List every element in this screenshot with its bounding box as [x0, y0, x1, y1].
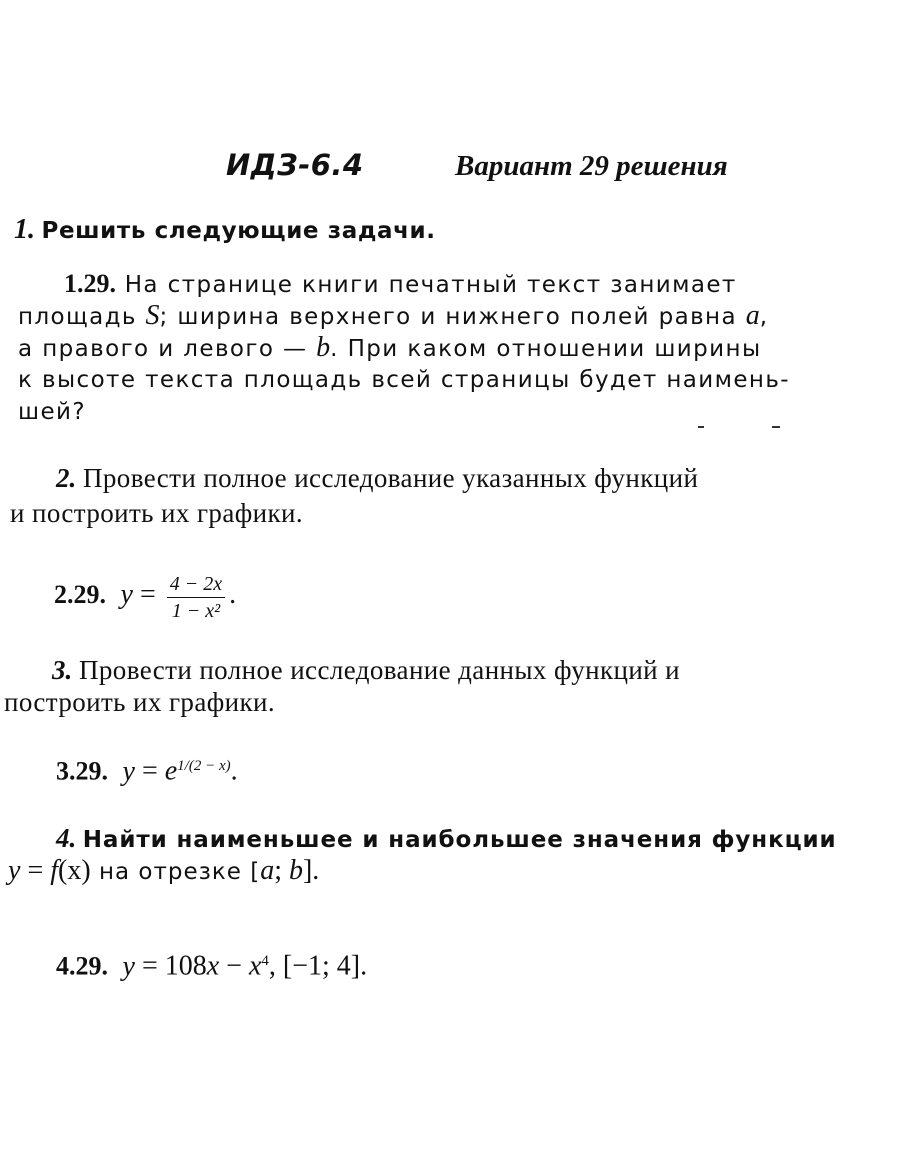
- problem1-text-line3a: а правого и левого —: [18, 336, 317, 362]
- problem1-text-line1: На странице книги печатный текст занимает: [124, 272, 737, 298]
- task4-number: 4.: [56, 823, 77, 853]
- problem1-line1: [64, 268, 737, 301]
- task4-f: f: [50, 855, 59, 886]
- task4-a: a: [260, 855, 275, 886]
- formula-coef: = 108: [134, 950, 207, 982]
- problem1-number: 1.29.: [64, 269, 116, 298]
- problem4-formula: [56, 942, 367, 986]
- problem1-line4: к высоте текста площадь всей страницы будет наимень-: [18, 367, 791, 393]
- task2-number: 2.: [56, 463, 77, 493]
- formula-minus: −: [219, 950, 249, 982]
- scan-artifact-mark: [772, 426, 780, 428]
- task4-semicolon: ;: [274, 855, 289, 886]
- formula-power: 4: [261, 953, 269, 969]
- task3-line2: построить их графики.: [4, 687, 275, 717]
- problem1-line3: [18, 332, 762, 365]
- task4-x: (x): [58, 855, 91, 886]
- var-a: a: [745, 300, 760, 331]
- problem1-line2: [18, 300, 768, 333]
- task4-bracket-close: ].: [302, 855, 320, 886]
- task3-line1: [52, 654, 680, 686]
- task4-interval-text: на отрезке [: [90, 859, 261, 885]
- task3-number: 3.: [52, 655, 73, 685]
- formula-y: y: [122, 950, 135, 982]
- task4-equals: =: [20, 855, 51, 886]
- task2-line2: и построить их графики.: [10, 498, 303, 528]
- formula-base-e: e: [164, 755, 178, 787]
- task1-text: Решить следующие задачи.: [41, 218, 436, 244]
- formula-x: x: [206, 950, 220, 982]
- problem3-formula: [56, 748, 238, 790]
- formula-interval: , [−1; 4].: [268, 950, 368, 982]
- problem1-text-line3b: . При каком отношении ширины: [330, 336, 762, 362]
- problem1-text-line2a: площадь: [18, 304, 146, 330]
- assignment-title: ИДЗ-6.4: [226, 148, 364, 182]
- formula-x: x: [248, 950, 262, 982]
- problem3-number: 3.29.: [56, 756, 108, 786]
- task4-b: b: [288, 855, 303, 886]
- problem1-line5: шей?: [18, 399, 86, 425]
- variant-label: Вариант 29 решения: [455, 150, 728, 182]
- task4-y: y: [8, 855, 21, 886]
- formula-exponent: 1/(2 − x): [177, 758, 231, 774]
- task1-number: 1.: [14, 214, 35, 245]
- formula-equals: =: [132, 579, 163, 610]
- scan-artifact-mark: [698, 426, 704, 428]
- task3-text-line1: Провести полное исследование данных функций и: [79, 655, 681, 685]
- fraction: [167, 573, 225, 622]
- fraction-numerator: 4 − 2x: [167, 573, 225, 598]
- task1-heading: [14, 214, 436, 247]
- formula-y: y: [122, 755, 135, 787]
- task2-line1: [56, 462, 698, 494]
- task2-text-line1: Провести полное исследование указанных функций: [83, 463, 699, 493]
- var-s: S: [145, 300, 160, 331]
- formula-end: .: [229, 579, 237, 610]
- fraction-denominator: 1 − x²: [171, 599, 221, 622]
- formula-y: y: [120, 579, 133, 610]
- task4-text-line1: Найти наименьшее и наибольшее значения функции: [82, 827, 837, 853]
- problem1-text-line2c: ,: [759, 304, 769, 330]
- problem4-number: 4.29.: [56, 951, 108, 981]
- problem1-text-line2b: ; ширина верхнего и нижнего полей равна: [159, 304, 746, 330]
- problem2-formula: [54, 566, 236, 624]
- formula-equals: =: [134, 755, 165, 787]
- task4-line2: [8, 855, 319, 888]
- var-b: b: [316, 332, 331, 363]
- problem2-number: 2.29.: [54, 580, 106, 609]
- task4-line1: [56, 822, 837, 856]
- formula-end: .: [230, 755, 238, 787]
